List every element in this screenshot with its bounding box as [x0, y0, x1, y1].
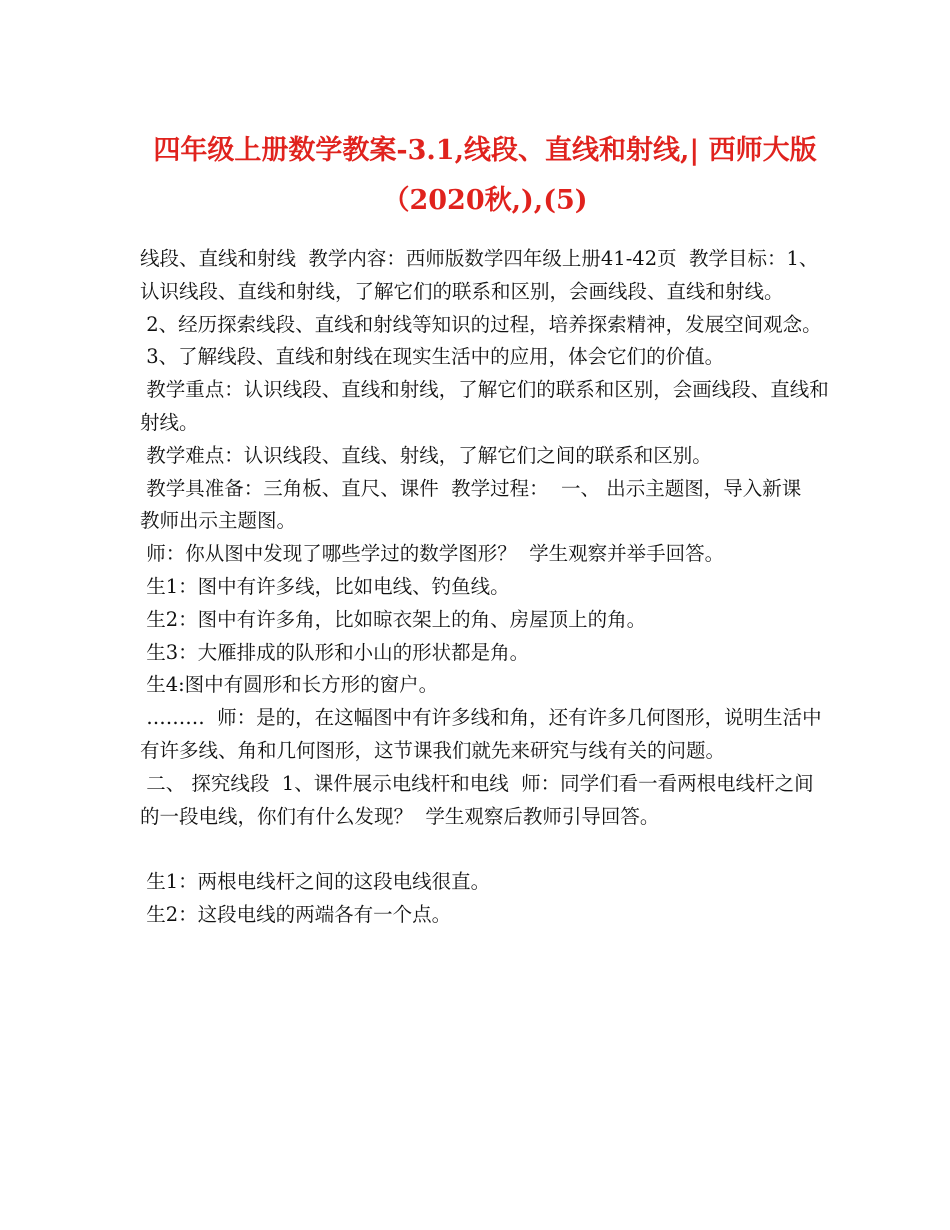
document-title: 四年级上册数学教案-3.1,线段、直线和射线,| 西师大版（2020秋,),(5) — [153, 135, 817, 216]
paragraph-student-3: 生3：大雁排成的队形和小山的形状都是角。 — [140, 640, 530, 664]
paragraph-objective-3: 3、了解线段、直线和射线在现实生活中的应用，体会它们的价值。 — [140, 345, 725, 369]
paragraph-student-1: 生1：图中有许多线，比如电线、钓鱼线。 — [140, 574, 510, 598]
document-body — [140, 243, 830, 932]
paragraph-explore-segment: 二、 探究线段 1、课件展示电线杆和电线 师：同学们看一看两根电线杆之间的一段电线，你们有什么发现？ 学生观察后教师引导回答。 — [140, 771, 814, 828]
paragraph-objectives: 线段、直线和射线 教学内容：西师版数学四年级上册41-42页 教学目标：1、认识线段、直线和射线，了解它们的联系和区别，会画线段、直线和射线。 — [140, 247, 819, 303]
paragraph-key-point: 教学重点：认识线段、直线和射线，了解它们的联系和区别，会画线段、直线和射线。 — [140, 378, 829, 434]
paragraph-answer-2: 生2：这段电线的两端各有一个点。 — [140, 902, 452, 926]
paragraph-teacher-summary: ……… 师：是的，在这幅图中有许多线和角，还有许多几何图形，说明生活中有许多线、角和几何图形，这节课我们就先来研究与线有关的问题。 — [140, 706, 822, 762]
paragraph-objective-2: 2、经历探索线段、直线和射线等知识的过程，培养探索精神，发展空间观念。 — [140, 312, 822, 336]
paragraph-student-4: 生4:图中有圆形和长方形的窗户。 — [140, 673, 439, 697]
paragraph-answer-1: 生1：两根电线杆之间的这段电线很直。 — [140, 870, 491, 894]
paragraph-teacher-question: 师：你从图中发现了哪些学过的数学图形？ 学生观察并举手回答。 — [140, 542, 725, 566]
paragraph-difficulty: 教学难点：认识线段、直线、射线，了解它们之间的联系和区别。 — [140, 443, 712, 467]
paragraph-student-2: 生2：图中有许多角，比如晾衣架上的角、房屋顶上的角。 — [140, 607, 647, 631]
blank-line — [140, 833, 830, 866]
paragraph-preparation: 教学具准备：三角板、直尺、课件 教学过程： 一、 出示主题图，导入新课 教师出示主题图。 — [140, 476, 814, 533]
